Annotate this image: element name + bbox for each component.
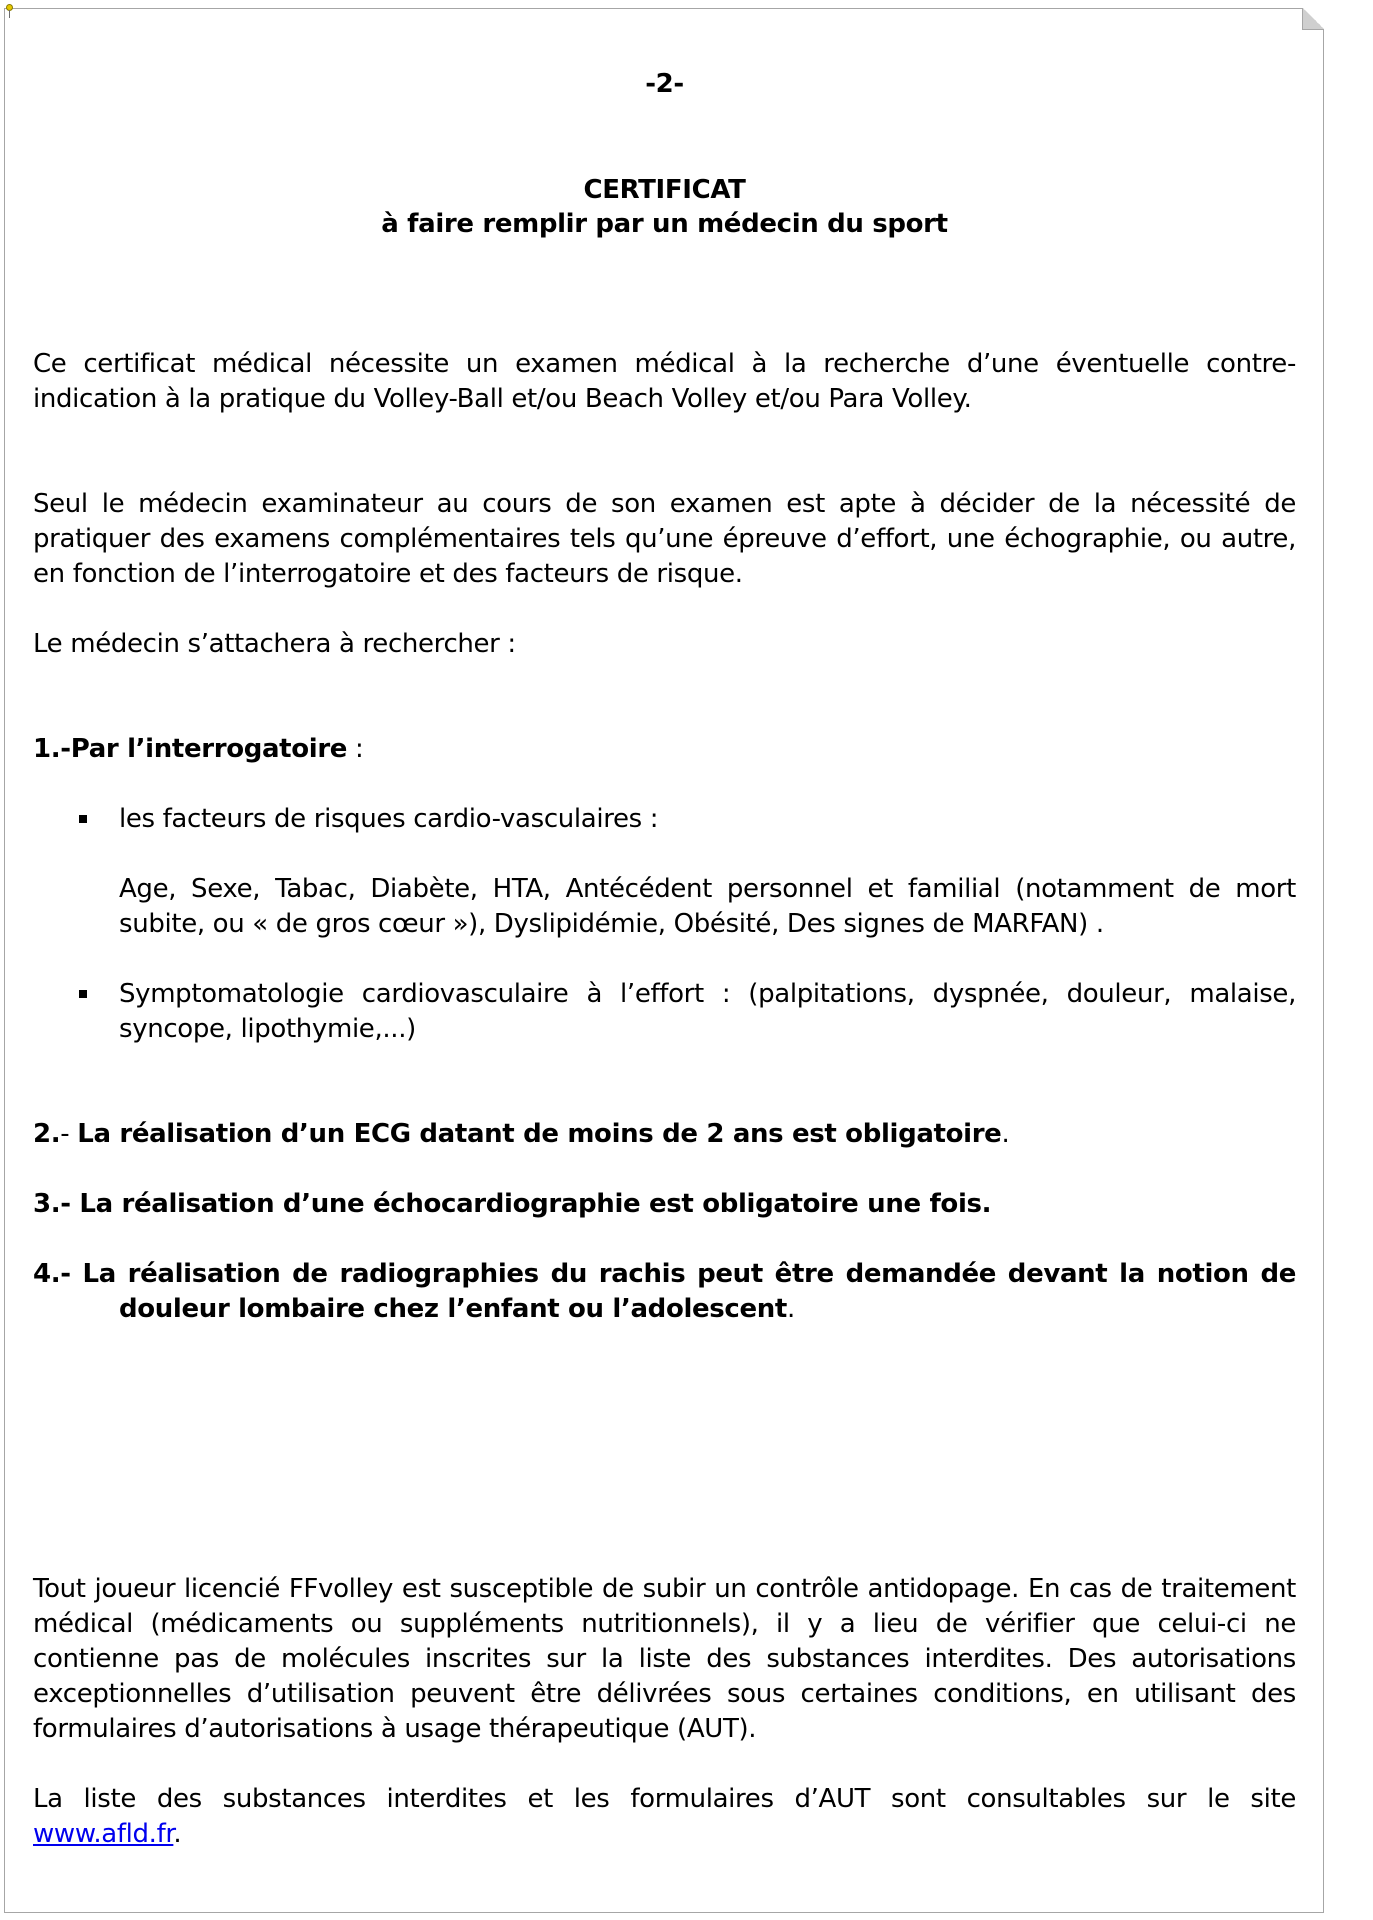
bullet-1-text: les facteurs de risques cardio-vasculaires : [119, 804, 659, 834]
page-fold-corner [1302, 8, 1324, 30]
doping-line-5: formulaires d’autorisations à usage thérapeutique (AUT). [33, 1714, 757, 1744]
page-number: -2- [645, 69, 684, 99]
pushpin-icon [5, 4, 14, 18]
section-2-end: . [1001, 1119, 1010, 1149]
doping-line-3: contienne pas de molécules inscrites sur la liste des substances interdites. Des autorisations [33, 1644, 1296, 1674]
bullet-square-icon [79, 990, 87, 998]
examiner-line-1: Seul le médecin examinateur au cours de son examen est apte à décider de la nécessité de [33, 489, 1296, 519]
bullet-square-icon [79, 815, 87, 823]
section-4-end: . [787, 1294, 795, 1324]
section-3: 3.- La réalisation d’une échocardiographie est obligatoire une fois. [33, 1189, 992, 1219]
section-4-line-2 [119, 1292, 795, 1327]
afld-link[interactable]: www.afld.fr [33, 1819, 174, 1849]
section-4-line-1: 4.- La réalisation de radiographies du rachis peut être demandée devant la notion de [33, 1259, 1296, 1289]
section-4-line-2-text: douleur lombaire chez l’enfant ou l’adolescent [119, 1294, 788, 1324]
section-2-text: La réalisation d’un ECG datant de moins de 2 ans est obligatoire [77, 1119, 1002, 1149]
doping-line-4: exceptionnelles d’utilisation peuvent être délivrées sous certaines conditions, en utilisant des [33, 1679, 1296, 1709]
risk-factors-line-1: Age, Sexe, Tabac, Diabète, HTA, Antécédent personnel et familial (notamment de mort [119, 874, 1296, 904]
search-intro: Le médecin s’attachera à rechercher : [33, 629, 516, 659]
page-title: CERTIFICAT [583, 175, 746, 205]
doping-line-1: Tout joueur licencié FFvolley est susceptible de subir un contrôle antidopage. En cas de traitement [33, 1574, 1296, 1604]
aut-line-1: La liste des substances interdites et les formulaires d’AUT sont consultables sur le site [33, 1784, 1296, 1814]
section-1-heading-text: 1.-Par l’interrogatoire [33, 734, 348, 764]
aut-end: . [173, 1819, 182, 1849]
bullet-2-line-2: syncope, lipothymie,...) [119, 1014, 416, 1044]
bullet-2-line-1: Symptomatologie cardiovasculaire à l’effort : (palpitations, dyspnée, douleur, malaise, [119, 979, 1296, 1009]
section-2-number: 2. [33, 1119, 61, 1149]
section-2-dash: - [60, 1119, 78, 1149]
intro-line-1: Ce certificat médical nécessite un examen médical à la recherche d’une éventuelle contre- [33, 349, 1296, 379]
examiner-line-2: pratiquer des examens complémentaires tels qu’une épreuve d’effort, une échographie, ou autre, [33, 524, 1296, 554]
page-subtitle: à faire remplir par un médecin du sport [381, 209, 948, 239]
aut-line-2 [33, 1817, 181, 1852]
risk-factors-line-2: subite, ou « de gros cœur »), Dyslipidémie, Obésité, Des signes de MARFAN) . [119, 909, 1104, 939]
doping-line-2: médical (médicaments ou suppléments nutritionnels), il y a lieu de vérifier que celui-ci ne [33, 1609, 1296, 1639]
section-2 [33, 1117, 1009, 1152]
section-1-heading [33, 732, 363, 767]
intro-line-2: indication à la pratique du Volley-Ball et/ou Beach Volley et/ou Para Volley. [33, 384, 972, 414]
examiner-line-3: en fonction de l’interrogatoire et des facteurs de risque. [33, 559, 743, 589]
section-1-heading-suffix: : [347, 734, 364, 764]
